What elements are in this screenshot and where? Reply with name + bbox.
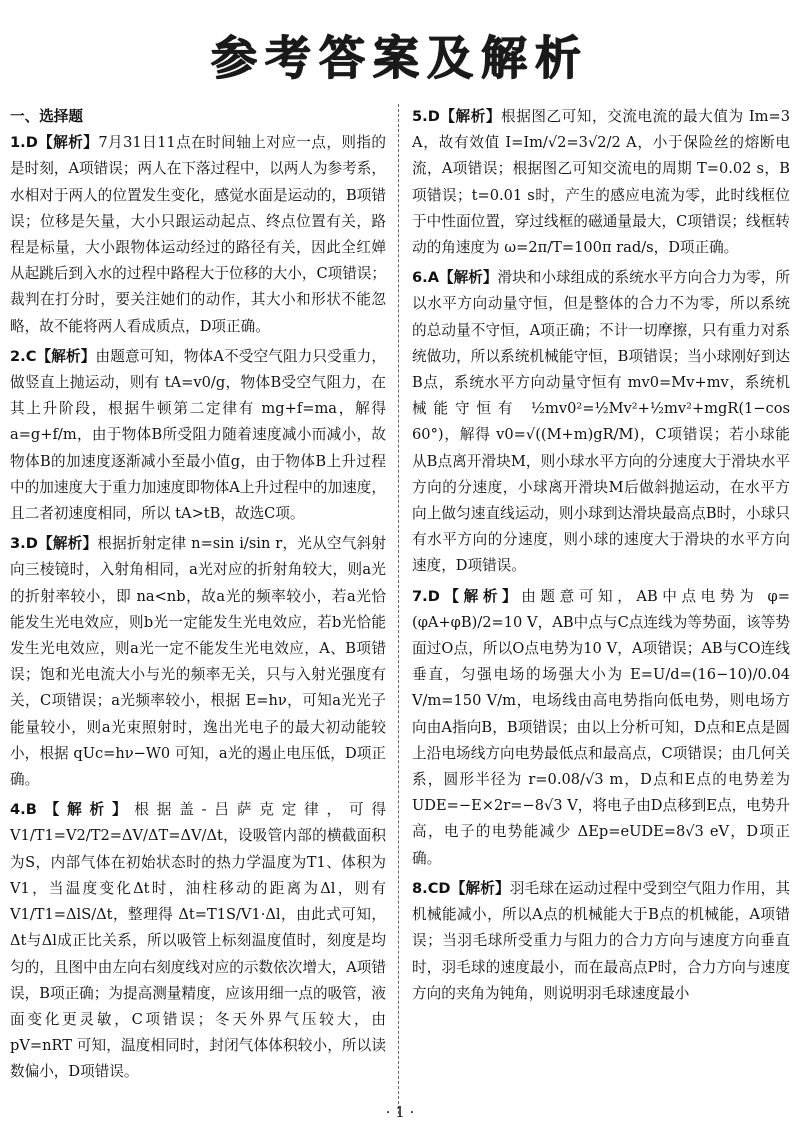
right-column — [412, 104, 790, 1011]
analysis-tag: 【解析】 — [37, 535, 98, 553]
analysis-tag: 【解析】 — [37, 134, 99, 152]
answer-item-2 — [10, 344, 386, 527]
answer-number: 2.C — [10, 347, 37, 365]
answer-item-5 — [412, 104, 790, 261]
answer-text: 滑块和小球组成的系统水平方向合力为零，所以水平方向动量守恒，但是整体的合力不为零，所以系统的总动量不守恒，A项正确；不计一切摩擦，只有重力对系统做功，所以系统机械能守恒，B项错误；当小球刚好到达B点，系统水平方向动量守恒有 mv0=Mv+mv，系统机械能守恒有 ½mv0²=½Mv²+½mv²+mgR(1−cos 60°)，解得 v0=√((M+m)gR/M)，C项错误；若小球能从B点离开滑块M，则小球水平方向的分速度大于滑块水平方向的分速度，小球离开滑块M后做斜抛运动，在水平方向上做匀速直线运动，则小球到达滑块最高点B时，小球只有水平方向的分速度，则小球的速度大于滑块的水平方向速度，D项错误。 — [412, 269, 790, 575]
answer-number: 6.A — [412, 269, 439, 287]
answer-text: 羽毛球在运动过程中受到空气阻力作用，其机械能减小，所以A点的机械能大于B点的机械能，A项错误；当羽毛球所受重力与阻力的合力方向与速度方向垂直时，羽毛球的速度最小，而在最高点P时，合力方向与速度方向的夹角为钝角，则说明羽毛球速度最小 — [412, 879, 790, 1002]
analysis-tag: 【解析】 — [36, 347, 96, 365]
answer-number: 8.CD — [412, 879, 451, 897]
analysis-tag: 【解析】 — [450, 879, 510, 897]
answer-number: 3.D — [10, 535, 38, 553]
answer-number: 4.B — [10, 801, 37, 819]
analysis-tag: 【解析】 — [439, 108, 502, 125]
answer-item-6 — [412, 265, 790, 579]
answer-text: 由题意可知，物体A不受空气阻力只受重力，做竖直上抛运动，则有 tA=v0/g，物体B受空气阻力，在其上升阶段，根据牛顿第二定律有 mg+f=ma，解得 a=g+f/m，由于物体B所受阻力随着速度减小而减小，故物体B的加速度逐渐减小至最小值g，由于物体B上升过程中的加速度大于重力加速度即物体A上升过程中的加速度，且二者初速度相同，所以 tA>tB，故选C项。 — [10, 347, 386, 523]
answer-item-8 — [412, 876, 790, 1007]
page-title-wrap — [0, 22, 800, 88]
analysis-tag: 【解析】 — [439, 269, 498, 287]
answer-text: 根据图乙可知，交流电流的最大值为 Im=3 A，故有效值 I=Im/√2=3√2/2 A，小于保险丝的熔断电流，A项错误；根据图乙可知交流电的周期 T=0.02 s，B项错误；t=0.01 s时，产生的感应电流为零，此时线框位于中性面位置，穿过线框的磁通量最大，C项错误；线框转动的角速度为 ω=2π/T=100π rad/s，D项正确。 — [412, 108, 790, 257]
answer-item-3 — [10, 531, 386, 793]
answer-text: 由题意可知，AB中点电势为 φ=(φA+φB)/2=10 V，AB中点与C点连线为等势面，该等势面过O点，所以O点电势为10 V，A项错误；AB与CO连线垂直，匀强电场的场强大小为 E=U/d=(16−10)/0.04 V/m=150 V/m，电场线由高电势指向低电势，则电场方向由A指向B，B项错误；由以上分析可知，D点和E点是圆上沿电场线方向电势最低点和最高点，C项错误；由几何关系，圆形半径为 r=0.08/√3 m，D点和E点的电势差为 UDE=−E×2r=−8√3 V，将电子由D点移到E点，电势升高，电子的电势能减少 ΔEp=eUDE=8√3 eV，D项正确。 — [412, 587, 790, 867]
analysis-tag: 【解析】 — [36, 801, 135, 819]
answer-number: 1.D — [10, 134, 38, 152]
answer-item-1 — [10, 130, 386, 340]
page-title: 参考答案及解析 — [211, 31, 589, 85]
answer-text: 根据盖-吕萨克定律，可得 V1/T1=V2/T2=ΔV/ΔT=ΔV/Δt，设吸管内部的横截面积为S，内部气体在初始状态时的热力学温度为T1、体积为V1，当温度变化Δt时，油柱移动的距离为Δl，则有 V1/T1=ΔlS/Δt，整理得 Δt=T1S/V1·Δl，由此式可知，Δt与Δl成正比关系，所以吸管上标刻温度值时，刻度是均匀的，且图中由左向右刻度线对应的示数依次增大，A项错误，B项正确；为提高测量精度，应该用细一点的吸管，液面变化更灵敏，C项错误；冬天外界气压较大，由 pV=nRT 可知，温度相同时，封闭气体体积较小，所以读数偏小，D项错误。 — [10, 801, 386, 1081]
answer-text: 根据折射定律 n=sin i/sin r，光从空气斜射向三棱镜时，入射角相同，a光对应的折射角较大，则a光的折射率较小，即 na<nb，故a光的频率较小，若a光恰能发生光电效应，则b光一定能发生光电效应，若b光恰能发生光电效应，则a光一定不能发生光电效应，A、B项错误；饱和光电流大小与光的频率无关，只与入射光强度有关，C项错误；a光频率较小，根据 E=hν，可知a光光子能量较小，则a光束照射时，逸出光电子的最大初动能较小，根据 qUc=hν−W0 可知，a光的遏止电压低，D项正确。 — [10, 535, 386, 789]
answer-number: 5.D — [412, 108, 440, 125]
answer-item-4 — [10, 797, 386, 1085]
analysis-tag: 【解析】 — [439, 587, 522, 605]
page-number: · 1 · — [385, 1103, 415, 1121]
column-divider — [398, 104, 399, 1114]
left-column — [10, 104, 386, 1090]
section-heading: 一、选择题 — [10, 108, 83, 125]
answer-item-7 — [412, 584, 790, 872]
answer-number: 7.D — [412, 587, 440, 605]
answer-text: 7月31日11点在时间轴上对应一点，则指的是时刻，A项错误；两人在下落过程中，以两人为参考系，水相对于两人的位置发生变化，感觉水面是运动的，B项错误；位移是矢量，大小只跟运动起点、终点位置有关，路程是标量，大小跟物体运动经过的路径有关，因此全红婵从起跳后到入水的过程中路程大于位移的大小，C项错误；裁判在打分时，要关注她们的动作，其大小和形状不能忽略，故不能将两人看成质点，D项正确。 — [10, 134, 387, 335]
